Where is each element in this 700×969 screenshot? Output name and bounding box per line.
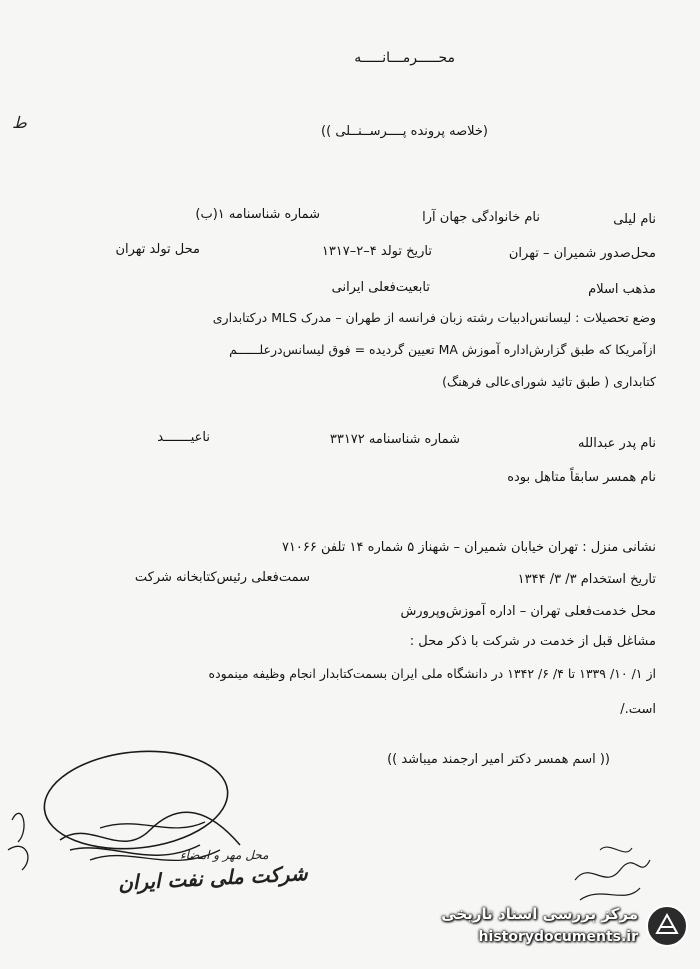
archive-url: historydocuments.ir: [478, 929, 638, 945]
birth-date: تاریخ تولد ۴–۲–۱۳۱۷: [321, 244, 432, 259]
nationality: تابعیت‌فعلی ایرانی: [331, 280, 430, 295]
father-id-number: شماره شناسنامه ۳۳۱۷۲: [329, 432, 460, 447]
margin-mark: ط: [12, 113, 27, 132]
archive-watermark: [392, 893, 692, 963]
id-number: شماره شناسنامه ۱(ب): [195, 207, 320, 222]
personnel-summary-title: (خلاصه پرونده پــــرســنــلی )): [321, 124, 488, 139]
prior-jobs-line-2: است./: [620, 702, 656, 717]
current-workplace: محل خدمت‌فعلی تهران – اداره آموزش‌وپرورش: [400, 604, 656, 619]
issue-place: محل‌صدور شمیران – تهران: [508, 246, 656, 261]
first-name: نام لیلی: [613, 212, 656, 227]
hire-date: تاریخ استخدام ۳/ ۳/ ۱۳۴۴: [517, 572, 656, 587]
stamp-label: محل مهر و امضاء: [180, 848, 269, 862]
family-name: نام خانوادگی جهان آرا: [422, 210, 540, 225]
education-line-1: وضع تحصیلات : لیسانس‌ادبیات رشته زبان فرانسه از طهران – مدرک MLS درکتابداری: [212, 310, 656, 325]
education-line-2: ازآمریکا که طبق گزارش‌اداره آموزش MA تعیین گردیده = فوق لیسانس‌درعلــــــم: [229, 342, 656, 357]
father-name: نام پدر عبدالله: [578, 436, 656, 451]
current-position: سمت‌فعلی رئیس‌کتابخانه شرکت: [134, 570, 310, 585]
archive-logo-icon: [644, 903, 690, 949]
religion: مذهب اسلام: [588, 282, 656, 297]
father-dash: ناعیـــــــد: [157, 430, 210, 445]
prior-jobs-line-1: از ۱/ ۱۰/ ۱۳۳۹ تا ۴/ ۶/ ۱۳۴۲ در دانشگاه ملی ایران بسمت‌کتابدار انجام وظیفه مینموده: [208, 666, 656, 681]
company-stamp: شرکت ملی نفت ایران: [117, 861, 309, 895]
spouse-status: نام همسر سابقاً متاهل بوده: [507, 470, 656, 485]
spouse-name-note: (( اسم همسر دکتر امیر ارجمند میباشد )): [387, 752, 610, 767]
education-line-3: کتابداری ( طبق تائید شورای‌عالی فرهنگ): [442, 374, 656, 389]
birth-place: محل تولد تهران: [115, 242, 200, 257]
prior-jobs-heading: مشاغل قبل از خدمت در شرکت با ذکر محل :: [409, 634, 656, 649]
home-address: نشانی منزل : تهران خیابان شمیران – شهناز ۵ شماره ۱۴ تلفن ۷۱۰۶۶: [281, 540, 656, 555]
confidential-title: محـــــرمـــانـــــه: [354, 50, 455, 66]
archive-name: مرکز بررسی اسناد تاریخی: [441, 905, 638, 923]
